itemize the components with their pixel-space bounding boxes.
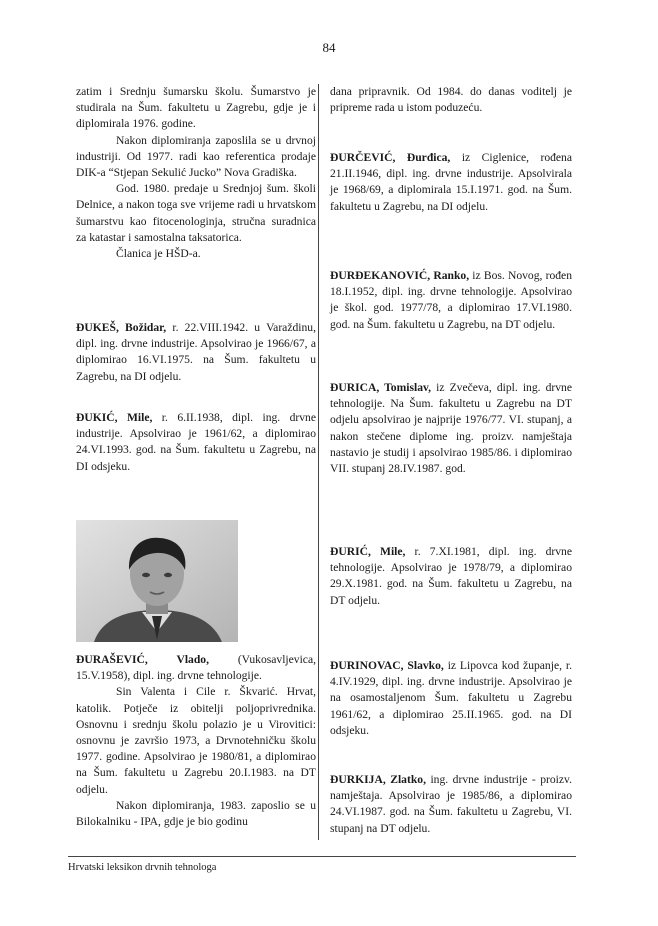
entry-text: (Vukosavljevica, 15.V.1958), dipl. ing. drvne tehnologije. — [76, 653, 316, 683]
paragraph: God. 1980. predaje u Srednjoj šum. školi Delnice, a nakon toga sve vrijeme radi u hrvatskom šumarstvu kao fitocenologinja, stručna suradnica za katastar i samostalna taksatorica. — [76, 182, 316, 244]
entry-dukes — [76, 320, 316, 385]
entry-durasevic — [76, 652, 316, 830]
entry-dukic — [76, 410, 316, 475]
entry-durkija — [330, 772, 572, 837]
column-divider — [318, 84, 319, 840]
entry-durinovac — [330, 658, 572, 739]
entry-name: ĐUKIĆ, Mile, — [76, 411, 153, 424]
entry-duric — [330, 544, 572, 609]
paragraph: Članica je HŠD-a. — [116, 247, 201, 261]
paragraph — [76, 410, 316, 475]
paragraph: Nakon diplomiranja, 1983. zaposlio se u Bilokalniku - IPA, gdje je bio godinu — [76, 798, 316, 829]
entry-text: iz Bos. Novog, rođen 18.I.1952, dipl. ing. drvne tehnologije. Apsolvirao je škol. god. 1977/78, a diplomirao 17.VI.1980. god. na Šum. fakultetu u Zagrebu, na DT odjelu. — [330, 269, 572, 331]
paragraph: dana pripravnik. Od 1984. do danas voditelj je pripreme rada u istom poduzeću. — [330, 85, 572, 115]
entry-durica — [330, 380, 572, 477]
entry-text: r. 6.II.1938, dipl. ing. drvne industrije. Apsolvirao je 1961/62, a diplomirao 24.VI.1993. god. na Šum. fakultetu u Zagrebu, na DI odsjeku. — [76, 411, 317, 473]
entry-name: ĐURAŠEVIĆ, Vlado, — [76, 653, 209, 666]
paragraph — [330, 150, 572, 215]
paragraph — [330, 772, 572, 837]
paragraph — [76, 320, 316, 385]
entry-name: ĐURĐEKANOVIĆ, Ranko, — [330, 269, 470, 282]
paragraph — [76, 652, 316, 684]
page-number: 84 — [322, 40, 336, 55]
entry-text: r. 7.XI.1981, dipl. ing. drvne tehnologije. Apsolvirao je 1978/79, a diplomirao 29.X.1981. god. na Šum. fakultetu u Zagrebu, na DT odjelu. — [330, 545, 572, 607]
entry-continuation — [330, 84, 572, 116]
entry-name: ĐURKIJA, Zlatko, — [330, 773, 426, 786]
portrait-photo — [76, 520, 238, 642]
entry-continuation — [76, 84, 316, 262]
paragraph — [330, 658, 572, 739]
entry-name: ĐURČEVIĆ, Đurđica, — [330, 151, 451, 164]
paragraph: zatim i Srednju šumarsku školu. Šumarstvo je studirala na Šum. fakultetu u Zagrebu, gdje je i diplomirala 1976. godine. — [76, 85, 316, 131]
entry-text: ing. drvne industrije - proizv. namještaja. Apsolvirao je 1985/86, a diplomirao 24.VI.1987. god. na Šum. fakultetu u Zagrebu, VI. stupanj na DT odjelu. — [330, 773, 572, 835]
entry-durdekanovic — [330, 268, 572, 333]
entry-name: ĐUKEŠ, Božidar, — [76, 321, 167, 334]
footer-rule — [68, 856, 576, 857]
entry-text: iz Zvečeva, dipl. ing. drvne tehnologije. Na Šum. fakultetu u Zagrebu na DT odjelu apsolvirao je najprije 1976/77. VI. stupanj, a nakon stečene diplome ing. proizv. namještaja nastavio je studij i apsolvirao 1985/86. i diplomirao VII. stupanj 28.IV.1987. god. — [330, 381, 572, 476]
entry-durcevic — [330, 150, 572, 215]
entry-name: ĐURIĆ, Mile, — [330, 545, 406, 558]
paragraph: Nakon diplomiranja zaposlila se u drvnoj industriji. Od 1977. radi kao referentica prodaje DIK-a “Stjepan Sekulić Jucko” Nova Gradiška. — [76, 133, 316, 180]
entry-text: iz Lipovca kod županje, r. 4.IV.1929, dipl. ing. drvne industrije. Apsolvirao je na osamostaljenom Šum. fakultetu u Zagrebu 1961/62, a diplomirao 25.II.1965. god. na DI odsjeku. — [330, 659, 572, 737]
entry-text: iz Ciglenice, rođena 21.II.1946, dipl. ing. drvne industrije. Apsolvirala je 1968/69, a diplomirala 15.I.1971. god. na Šum. fakultetu u Zagrebu, na DI odjelu. — [330, 151, 572, 213]
footer-title: Hrvatski leksikon drvnih tehnologa — [68, 862, 217, 873]
entry-text: r. 22.VIII.1942. u Varaždinu, dipl. ing. drvne industrije. Apsolvirao je 1966/67, a diplomirao 16.VI.1975. na Šum. fakultetu u Zagrebu, na DI odjelu. — [76, 321, 316, 383]
paragraph — [330, 268, 572, 333]
paragraph — [330, 544, 572, 609]
paragraph — [330, 380, 572, 477]
paragraph: Sin Valenta i Cile r. Škvarić. Hrvat, katolik. Potječe iz obitelji poljoprivrednika. Osnovnu i srednju školu polazio je u Virovitici: osnovnu je završio 1973, a Drvnotehničku školu 1977. godine. Apsolvirao je 1980/81, a diplomirao na Šum. fakultetu u Zagrebu 20.I.1983. na DT odjelu. — [76, 685, 316, 796]
entry-name: ĐURINOVAC, Slavko, — [330, 659, 444, 672]
entry-name: ĐURICA, Tomislav, — [330, 381, 432, 394]
portrait-illustration — [76, 520, 238, 642]
